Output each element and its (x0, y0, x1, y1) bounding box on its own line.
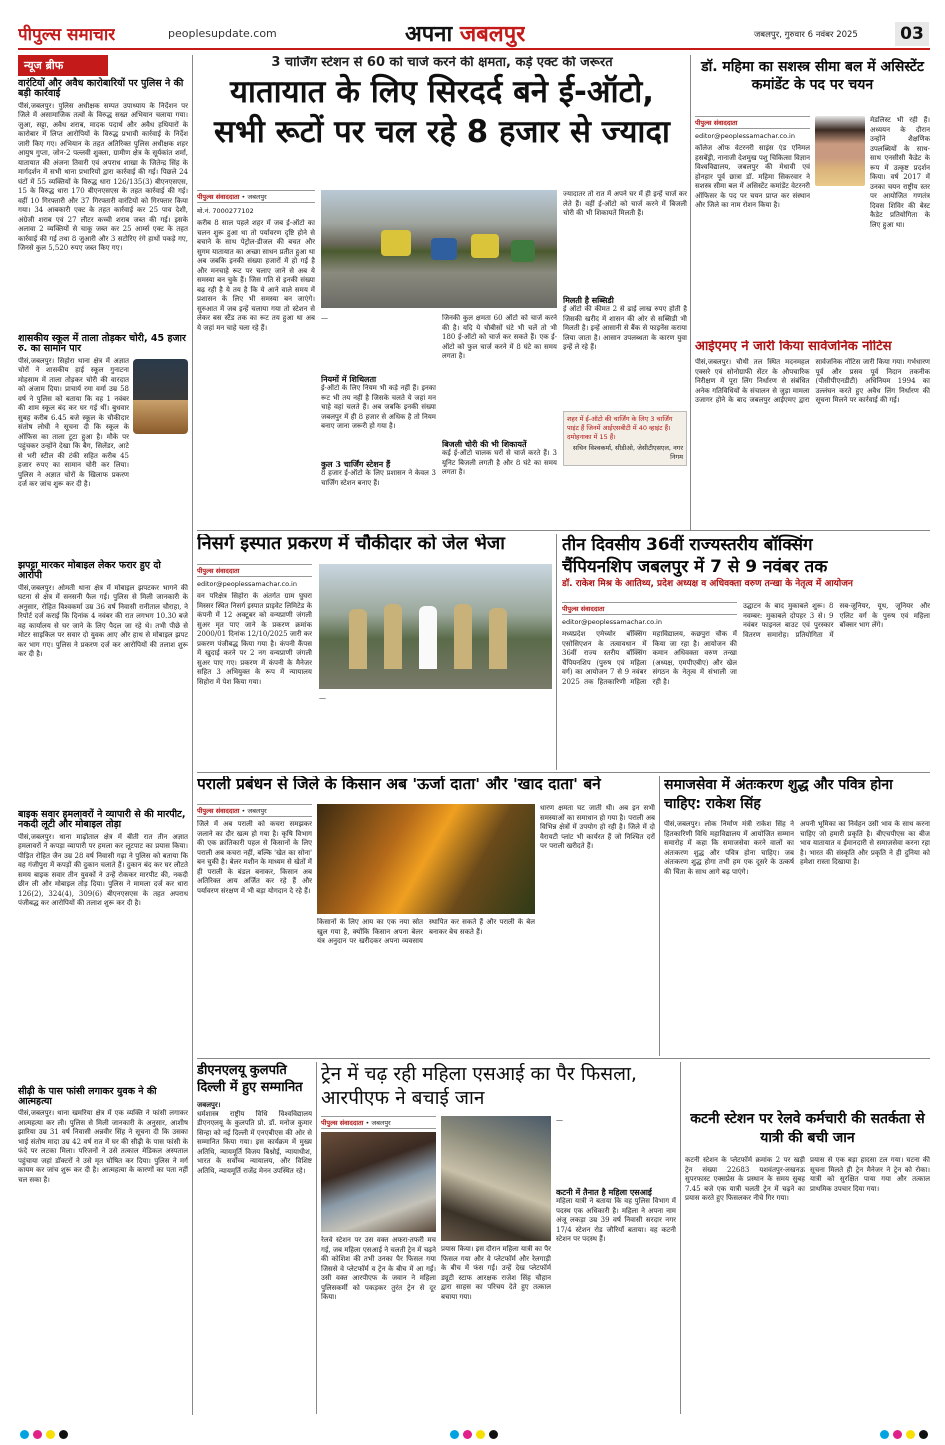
lead-quote-box: शहर में ई-ऑटो की चार्जिंग के लिए 3 चार्जिंग पाइंट हैं जिनमें आईएसबीटी में 40 व्हाइंट हैं। दमोहनाका में 15 हैं। सचिन विश्वकर्मा, सीडीओ, जेसीटीएसएल, नगर निगम (563, 411, 687, 466)
column-divider (556, 534, 557, 770)
train-photo (321, 1132, 436, 1232)
katni-story (685, 1110, 930, 1414)
train-subhead: कटनी में तैनात है महिला एसआई (556, 1187, 652, 1197)
dnlu-byline: जबलपुर। (197, 1100, 221, 1109)
lead-col-4: ज्यादातर तो रात में अपने घर में ही इन्हें चार्ज कर लेते हैं। वहीं ई-ऑटो को चार्ज करने में बिजली चोरी की भी शिकायतें मिलती हैं। (563, 190, 687, 217)
lead-col-4b: ई ऑटो की कीमत 2 से ढाई लाख रुपए होती है जिसकी खरीद में शासन की ओर से सब्सिडी भी मिलती है। इन्हें आसानी से बैंक से फाइनेंस कराया लिया जाता है। आसान उपलब्धता के कारण युवा इन्हें ले रहे हैं। (563, 305, 687, 351)
watchman-text: वन परिक्षेत्र सिहोरा के अंतर्गत ग्राम घुघरा मिस्सर स्थित निसर्ग इस्पात प्राइवेट लिमिटेड के कंपनी में 12 अक्टूबर को वन्यप्राणी जंगली सुअर मृत पाए जाने के प्रकरण क्रमांक 2000/01 दिनांक 12/10/2025 जारी कर प्रकरण पंजीबद्ध किया गया है। कंपनी कैंपस में खुदाई करने पर 2 नग वन्यप्राणी जंगली सुअर पाए गए। प्रकरण में कंपनी के मैनेजर सहित 3 अभियुक्त के रूप में न्यायालय सिहोरा में पेश किया गया। (197, 592, 312, 686)
dnlu-title: डीएनएलयू कुलपति दिल्ली में हुए सम्मानित (197, 1063, 303, 1095)
katni-text: कटनी स्टेशन के प्लेटफॉर्म क्रमांक 2 पर खड़ी ट्रेन संख्या 22683 यशवंतपुर-लखनऊ सुपरफास्ट एक्सप्रेस के प्रस्थान के समय सुबह 7.45 बजे एक यात्री चलती ट्रेन में चढ़ने का प्रयास करते हुए फिसलकर नीचे गिर गया। (685, 1156, 805, 1202)
farmer-text-2: किसानों के लिए आय का एक नया स्रोत खुल गया है, क्योंकि किसान अपना बेलर यंत्र अनुदान पर खरीदकर अपना व्यवसाय स्थापित कर सकते हैं और पराली के बेल बनाकर बेच सकते हैं। (317, 918, 535, 945)
dnlu-text: धर्मशास्त्र राष्ट्रीय विधि विश्वविद्यालय डीएनएलयू के कुलपति प्रो. डॉ. मनोज कुमार सिन्हा को नई दिल्ली में एनएबीएस की ओर से सम्मानित किया गया। इस कार्यक्रम में मुख्य अतिथि, न्यायमूर्ति विजय बिश्नोई, न्यायाधीश, भारत के सर्वोच्च न्यायालय, और विशिष्ट अतिथि, न्यायमूर्ति राजेंद्र मेनन उपस्थित रहे। (197, 1109, 312, 1175)
lead-kicker: 3 चार्जिंग स्टेशन से 60 को चार्ज करने की क्षमता, कड़े एक्ट की जरूरत (271, 56, 613, 70)
boxing-deck: डॉ. राकेश मिश्र के आतिथ्य, प्रदेश अध्यक्ष व अधिवक्ता वरुण तन्खा के नेतृत्व में आयोजन (562, 579, 853, 589)
katni-text-2: प्रयास से एक बड़ा हादसा टल गया। घटना की सूचना मिलते ही ट्रेन मैनेजर ने ट्रेन को रोका। यात्री को सुरक्षित पाया गया और तत्काल प्राथमिक उपचार दिया गया। (810, 1156, 930, 1193)
train-photo-2 (441, 1116, 551, 1241)
lead-col-3b: कई ई-ऑटो चालक घरों से चार्ज करते हैं। 3 यूनिट बिजली लगती है और 8 घंटे का समय लगता है। (442, 449, 557, 476)
notice-story (695, 340, 930, 530)
masthead (0, 0, 945, 50)
watchman-story (197, 534, 552, 770)
watchman-title: निसर्ग इस्पात प्रकरण में चौकीदार को जेल भेजा (197, 534, 505, 554)
brief-text-4: पीसं,जबलपुर। थाना माढ़ोताल क्षेत्र में बीती रात तीन अज्ञात हमलावरों ने कपड़ा व्यापारी पर हमला कर लूटपाट का प्रयास किया। पीड़ित रोहित जैन उम्र 28 वर्ष निवासी गढ़ा ने पुलिस को बताया कि वह गंजीपुरा में कपड़ों की दुकान चलाते हैं। दुकान बंद कर घर लौटते समय बाइक सवार तीन युवकों ने उन्हें रोककर मारपीट की, नकदी छीन ली और मोबाइल तोड़ दिया। पुलिस ने मामला दर्ज कर धारा 126(2), 324(4), 309(6) बीएनएसएस के तहत अपराध पंजीबद्ध कर आरोपियों की तलाश शुरू कर दी है। (18, 832, 188, 907)
brief-text-3: पीसं,जबलपुर। ओमती थाना क्षेत्र में मोबाइल झपटकर भागने की घटना से क्षेत्र में सनसनी फैल गई। पुलिस से मिली जानकारी के अनुसार, रोहित विश्वकर्मा उम्र 36 वर्ष निवासी रानीताल चौराहा, ने रिपोर्ट दर्ज कराई कि दिनांक 4 नवंबर की रात लगभग 10.30 बजे वह कार्यालय से घर जाने के लिए पैदल जा रहे थे। तभी पीछे से मोटर साइकिल पर सवार दो युवक आए और हाथ से मोबाइल झपट कर भाग गए। पुलिस ने प्रकरण दर्ज कर आरोपियों की तलाश शुरू कर दी है। (18, 583, 188, 659)
social-story (664, 776, 930, 1056)
brief-thief-illustration (133, 359, 188, 434)
brief-headline-5: सीढ़ी के पास फांसी लगाकर युवक ने की आत्महत्या (18, 1085, 157, 1107)
farmer-title: पराली प्रबंधन से जिले के किसान अब 'ऊर्जा दाता' और 'खाद दाता' बने (197, 776, 601, 793)
train-story (321, 1062, 676, 1414)
watchman-text-cont: — (319, 694, 326, 702)
train-text-pre: — (556, 1116, 563, 1124)
lead-photo (321, 190, 557, 308)
boxing-email: editor@peoplessamachar.co.in (562, 618, 662, 626)
lead-title-line-2: सभी रूटों पर चल रहे 8 हजार से ज्यादा (214, 114, 670, 151)
right-top-email: editor@peoplessamachar.co.in (695, 132, 795, 140)
brief-headline-2: शासकीय स्कूल में ताला तोड़कर चोरी, 45 हजार रु. का सामान पार (18, 332, 186, 355)
news-brief-column (18, 55, 188, 1415)
column-divider (680, 1062, 681, 1414)
section-rule (197, 1058, 930, 1059)
section-title (405, 18, 525, 48)
farmer-photo (317, 804, 535, 914)
right-top-title: डॉ. महिमा का सशस्त्र सीमा बल में असिस्टेंट कमांडेंट के पद पर चयन (701, 59, 924, 93)
katni-title: कटनी स्टेशन पर रेलवे कर्मचारी की सतर्कता से यात्री की बची जान (690, 1111, 925, 1146)
lead-mobile: मो.नं. 7000277102 (197, 207, 254, 215)
header-rule (18, 48, 930, 50)
column-divider (659, 776, 660, 1056)
watchman-byline: पीपुल्स संवाददाता (197, 564, 312, 577)
boxing-title-2: चैंपियनशिप जबलपुर में 7 से 9 नवंबर तक (562, 557, 828, 577)
lead-story (197, 56, 687, 530)
column-divider (192, 55, 193, 1415)
boxing-story (562, 534, 930, 770)
brief-headline-4: बाइक सवार हमलावरों ने व्यापारी से की मारपीट, नकदी लूटी और मोबाइल तोड़ा (18, 808, 186, 831)
section-title-b: जबलपुर (459, 22, 526, 47)
lead-col-2: ई-ऑटो के लिए नियम भी कड़े नहीं हैं। इनका रूट भी तय नहीं है जिसके चलते ये जहां मन चाहे वहां चलते हैं। अब जबकि इनकी संख्या जबलपुर में ही 8 हजार से अधिक है तो नियम बनाए जाना जरूरी हो गया है। (321, 384, 436, 430)
dateline: जबलपुर, गुरुवार 6 नवंबर 2025 (754, 30, 858, 40)
header-website[interactable]: peoplesupdate.com (168, 27, 277, 40)
section-rule (197, 530, 930, 531)
section-title-a: अपना (405, 22, 453, 47)
train-byline: पीपुल्स संवाददाता • जबलपुर (321, 1116, 436, 1129)
lead-col-2-intro: — (321, 314, 328, 322)
section-rule (197, 772, 930, 773)
farmer-byline: पीपुल्स संवाददाता • जबलपुर (197, 804, 312, 817)
train-text-2: प्रयास किया। इस दौरान महिला यात्री का पैर फिसल गया और वे प्लेटफॉर्म और रेलगाड़ी के बीच में फंस गईं। उन्हें देख प्लेटफॉर्म ड्यूटी स्टाफ आरक्षक राजेश सिंह चौहान द्वारा साहस का परिचय देते हुए तत्काल बचाया गया। (441, 1245, 551, 1301)
printer-color-marks (18, 1420, 930, 1440)
dnlu-story (197, 1062, 312, 1414)
boxing-title-1: तीन दिवसीय 36वीं राज्यस्तरीय बॉक्सिंग (562, 535, 813, 555)
column-divider (316, 1062, 317, 1414)
lead-col-3: जिनकी कुल क्षमता 60 ऑटो को चार्ज करने की है। यदि ये चौबीसों घंटे भी चलें तो भी 180 ई-ऑटो को चार्ज कर सकते हैं। एक ई-ऑटो को फुल चार्ज करने में 8 घंटे का समय लगता है। (442, 314, 557, 360)
social-text: पीसं,जबलपुर। लोक निर्माण मंत्री राकेश सिंह ने हितकारिणी विधि महाविद्यालय में आयोजित सम्मान समारोह में कहा कि समाजसेवा करने वालों का अंतःकरण शुद्ध और पवित्र होना चाहिए। जब अंतःकरण शुद्ध होगा तभी हम एक दूसरे के उत्कर्ष की चिंता के साथ आगे बढ़ पाएंगे। (664, 820, 794, 876)
train-text: रेलवे स्टेशन पर उस वक्त अफरा-तफरी मच गई, जब महिला एसआई ने चलती ट्रेन में चढ़ने की कोशिश की तभी उनका पैर फिसल गया जिससे वे प्लेटफॉर्म व ट्रेन के बीच में आ गईं। उसी वक्त आरपीएफ के जवान ने महिला पुलिसकर्मी को पकड़कर तुरंत ट्रेन से दूर किया। (321, 1236, 436, 1301)
watchman-photo (319, 564, 552, 689)
watchman-email: editor@peoplessamachar.co.in (197, 580, 297, 588)
brief-text-2: पीसं,जबलपुर। सिहोरा थाना क्षेत्र में अज्ञात चोरों ने शासकीय हाई स्कूल गुनाटना मोहसाम में ताला तोड़कर चोरी की वारदात को अंजाम दिया। प्राचार्य रमा वर्मा उम्र 58 वर्ष ने पुलिस को बताया कि वह 1 नवंबर की शाम स्कूल बंद कर घर गई थीं। बुधवार सुबह करीब 6.45 बजे स्कूल के चौकीदार संतोष लोधी ने सूचना दी कि स्कूल के ऑफिस का ताला टूटा हुआ है। मौके पर पहुंचकर उन्होंने देखा कि बैग, सिलेंडर, आटे से भरी स्टील की टंकी सहित करीब 45 हजार रुपए का सामान चोरी कर लिया। पुलिस ने अज्ञात चोरों के खिलाफ प्रकरण दर्ज कर जांच शुरू कर दी है। (18, 356, 129, 489)
social-title: समाजसेवा में अंतःकरण शुद्ध और पवित्र होना चाहिए: राकेश सिंह (664, 777, 893, 812)
lead-subhead-3: बिजली चोरी की भी शिकायतें (442, 439, 527, 449)
brief-headline-1: वारंटियों और अवैध कारोबारियों पर पुलिस ने की बड़ी कार्रवाई (18, 78, 184, 100)
right-top-text: कॉलेज ऑफ वेटरनरी साइंस एंड एनिमल हसबेंड्री, नानाजी देशमुख पशु चिकित्सा विज्ञान विश्वविद्यालय, जबलपुर की मेधावी एवं होनहार पूर्व छात्रा डॉ. महिमा सिकरवार ने सशस्त्र सीमा बल में असिस्टेंट कमांडेंट वेटरनरी ऑफिसर के पद पर चयन प्राप्त कर संस्थान और जिले का नाम रोशन किया है। (695, 144, 810, 209)
lead-byline: पीपुल्स संवाददाता • जबलपुर (197, 190, 315, 203)
column-divider (690, 55, 691, 530)
social-text-2: अपनी भूमिका का निर्वहन उसी भाव के साथ करना चाहिए जो हमारी प्रकृति है। बीएचपीएस का बीज भाव यातायात व ईमानदारी से समाजसेवा करना रहा है। भारत की संस्कृति और प्रकृति ने ही दुनिया को हमेशा रास्ता दिखाया है। (800, 820, 930, 866)
lead-col-1: करीब 8 साल पहले शहर में जब ई-ऑटो का चलन शुरू हुआ था तो पर्यावरण दृष्टि होने से बचाने के साथ पेट्रोल-डीजल की बचत और सुगम यातायात का अच्छा साधन प्रतीत हुआ था अब जबकि इनकी संख्या हजारों में हो गई है और मनचाहे रूट पर चलाए जाने से अब ये समस्या बन चुके हैं। जिस गति से इनकी संख्या बढ़ रही है ये तय है कि ये आने वाले समय में प्रशासन के लिए भी समस्या बन जाएंगे। सुरुआत में जब इन्हें चलाया गया तो स्टेशन से लेकर बस स्टैंड तक का रूट तय हुआ था अब ये जहां मन चाहे चला रहे हैं। (197, 219, 315, 332)
page-number: 03 (895, 22, 929, 46)
brief-text-1: पीसं,जबलपुर। पुलिस अधीक्षक सम्पत उपाध्याय के निर्देशन पर जिले में असामाजिक तत्वों के विरुद्ध सख्त अभियान चलाया गया। जुआ, सट्टा, अवैध शराब, मादक पदार्थ और अवैध हथियारों के कारोबार में लिप्त आरोपियों के विरुद्ध प्रभावी कार्रवाई के निर्देश जारी किए गए। अभियान के तहत अतिरिक्त पुलिस अधीक्षक शहर आयुष गुप्ता, जोन-2 पल्लवी शुक्ला, ग्रामीण क्षेत्र के सूर्यकांत शर्मा, यातायात की अंजना तिवारी एवं अपराध शाखा के जितेन्द्र सिंह के मार्गदर्शन में सभी थाना प्रभारियों द्वारा कार्रवाई की गई। पिछले 24 घंटों में 55 व्यक्तियों के विरुद्ध धारा 126/135(3) बीएनएसएस, 15 के विरुद्ध धारा 170 बीएनएसएस के तहत कार्रवाई की गई। वहीं 10 गिरफ्तारी और 37 गिरफ्तारी वारंटियों को गिरफ्तार किया गया। 34 आबकारी एक्ट के तहत कार्रवाई कर 25 पाव देशी, अंग्रेजी शराब एवं 27 लीटर कच्ची शराब जब्त की गई। इसके अलावा 2 व्यक्तियों से चाकू जब्त कर 25 आर्म्स एक्ट के तहत कार्रवाई की गई तथा 8 जुआरी और 3 सटोरिए रंगे हाथों पकड़े गए, जिनसे कुल 5,520 रुपए जब्त किए गए। (18, 101, 188, 253)
lead-title-line-1: यातायात के लिए सिरदर्द बने ई-ऑटो, (229, 74, 655, 111)
train-title: ट्रेन में चढ़ रही महिला एसआई का पैर फिसला, आरपीएफ ने बचाई जान (321, 1063, 637, 1109)
notice-title: आईएमए ने जारी किया सार्वजनिक नोटिस (695, 340, 892, 354)
farmer-text: जिले में अब पराली को कचरा समझकर जलाने का दौर खत्म हो गया है। कृषि विभाग की एक क्रांतिकारी पहल से किसानों के लिए पराली अब कचरा नहीं, बल्कि 'खेत का सोना' बन चुकी है। बेलर मशीन के माध्यम से खेतों में ही पराली के बंडल बनाकर, किसान अब अतिरिक्त आय अर्जित कर रहे हैं और पर्यावरण संरक्षण में भी बड़ा योगदान दे रहे हैं। (197, 820, 312, 895)
lead-col-2b: 8 हजार ई-ऑटो के लिए प्रशासन ने केवल 3 चार्जिंग स्टेशन बनाए हैं। (321, 469, 436, 487)
lead-subhead-1: नियमों में शिथिलता (321, 374, 377, 384)
header-logo[interactable]: पीपुल्स समाचार (18, 25, 116, 45)
portrait-photo (815, 116, 865, 186)
lead-subhead-4: मिलती है सब्सिडी (563, 295, 614, 305)
boxing-text-2: उद्घाटन के बाद मुकाबले शुरू। 8 नवम्बर: मुकाबले दोपहर 3 से। 9 नवंबर फाइनल बाउट एवं पुरस्कार वितरण समारोह। प्रतियोगिता में सब-जूनियर, यूथ, जूनियर और एलिट वर्ग के पुरुष एवं महिला बॉक्सर भाग लेंगे। (743, 602, 930, 639)
brief-headline-3: झपट्टा मारकर मोबाइल लेकर फरार हुए दो आरोपी (18, 559, 161, 582)
right-top-text-2: मेडलिस्ट भी रही हैं। अध्ययन के दौरान उन्होंने शैक्षणिक उपलब्धियों के साथ-साथ एनसीसी कैडेट के रूप में उत्कृष्ट प्रदर्शन किया। वर्ष 2017 में उनका चयन राष्ट्रीय स्तर पर आयोजित गणतंत्र दिवस शिविर की बेस्ट कैडेट प्रतियोगिता के लिए हुआ था। (870, 116, 930, 229)
lead-subhead-2: कुल 3 चार्जिंग स्टेशन हैं (321, 459, 391, 469)
farmer-text-3: धारण क्षमता घट जाती थी। अब इन सभी समस्याओं का समाधान हो गया है। पराली अब विभिन्न क्षेत्रों में उपयोग हो रही है। जिले में दो वैरायटी प्लांट भी कार्यरत हैं जो निश्चित दरों पर पराली खरीदते हैं। (540, 804, 655, 850)
right-top-byline: पीपुल्स संवाददाता (695, 116, 810, 129)
train-text-3: महिला यात्री ने बताया कि वह पुलिस विभाग में पदस्थ एक अधिकारी है। महिला ने अपना नाम अंजू लकड़ा उम्र 39 वर्ष निवासी सरदार नगर 17/4 स्टेशन रोड जौरियाँ बताया। वह कटनी स्टेशन पर पदस्थ हैं। (556, 1197, 676, 1243)
right-top-story (695, 58, 930, 338)
farmer-story (197, 776, 655, 1056)
notice-text: पीसं,जबलपुर। चौथी तल स्थित मदनमहल एक्सरे एवं सोनोग्राफी सेंटर के औपचारिक निरीक्षण में पूरा लिंग निर्धारण से संबंधित अनेक गतिविधियों के संचालन से जुड़ा मामला उजागर होने के बाद जबलपुर आईएमए द्वारा सार्वजनिक नोटिस जारी किया गया। गर्भधारण पूर्व और प्रसव पूर्व निदान तकनीक (पीसीपीएनडीटी) अधिनियम 1994 का उल्लंघन करते हुए अवैध लिंग निर्धारण की सूचना मिलने पर कार्रवाई की गई। (695, 358, 930, 405)
brief-text-5: पीसं,जबलपुर। थाना खमरिया क्षेत्र में एक व्यक्ति ने फांसी लगाकर आत्महत्या कर ली। पुलिस से मिली जानकारी के अनुसार, आशीष झारिया उम्र 31 वर्ष निवासी अन्नवीर सिंह ने सूचना दी कि उसका भाई संतोष मादा उम्र 42 वर्ष रात में घर की सीढ़ी के पास फांसी के फंदे पर लटका मिला। परिजनों ने उसे तत्काल मेडिकल अस्पताल पहुंचाया जहां डॉक्टरों ने उसे मृत घोषित कर दिया। पुलिस ने मर्ग कायम कर जांच शुरू कर दी है। आत्महत्या के कारणों का पता नहीं चल सका है। (18, 1109, 188, 1184)
boxing-byline: पीपुल्स संवाददाता (562, 602, 737, 615)
boxing-text: मध्यप्रदेश एमेच्योर बॉक्सिंग एसोसिएशन के तत्वावधान में 36वीं राज्य स्तरीय बॉक्सिंग चैंपियनशिप (पुरुष एवं महिला वर्ग) का आयोजन 7 से 9 नवंबर 2025 तक हितकारिणी महिला महाविद्यालय, कछपुरा चौक में किया जा रहा है। आयोजन की कमान अधिवक्ता वरुण तन्खा (अध्यक्ष, एमपीएबीए) और खेल संगठन के नेतृत्व में संभाली जा रही है। (562, 630, 737, 686)
news-brief-label: न्यूज ब्रीफ (18, 55, 108, 76)
